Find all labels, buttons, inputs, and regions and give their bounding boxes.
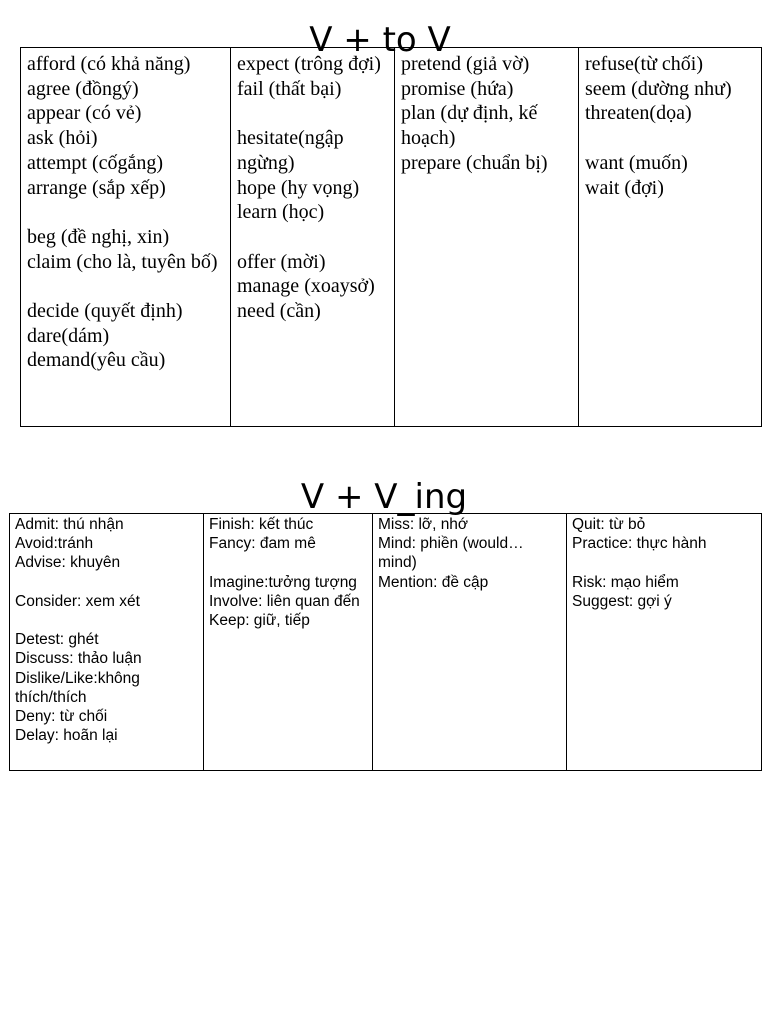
to-v-column-3 — [395, 48, 579, 427]
verb-entry: Risk: mạo hiểm — [572, 573, 679, 591]
verb-entry: prepare (chuẩn bị) — [401, 151, 548, 174]
verb-entry — [27, 274, 224, 299]
verb-entry: offer (mời) — [237, 250, 326, 273]
verb-entry: plan (dự định, kế hoạch) — [401, 102, 538, 150]
verb-entry: Admit: thú nhận — [15, 516, 124, 533]
verb-entry: Miss: lỡ, nhớ — [378, 516, 469, 533]
verb-entry: need (cần) — [237, 300, 321, 323]
verb-entry: hope (hy vọng) — [237, 176, 360, 199]
verb-entry: Avoid:tránh — [15, 535, 94, 553]
verb-entry: Advise: khuyên — [15, 554, 121, 572]
verb-entry: demand(yêu cầu) — [27, 349, 166, 372]
verb-entry — [15, 611, 198, 630]
verb-entry: ask (hỏi) — [27, 127, 98, 150]
verb-entry — [27, 200, 224, 225]
v-ing-column-3 — [373, 514, 567, 771]
verb-entry: afford (có khả năng) — [27, 53, 191, 75]
verb-entry: dare(dám) — [27, 324, 110, 347]
verb-entry: Keep: giữ, tiếp — [209, 612, 310, 630]
verb-entry: seem (dường như) — [585, 77, 732, 100]
verb-entry: attempt (cốgắng) — [27, 151, 164, 174]
verb-entry: wait (đợi) — [585, 176, 664, 199]
v-ing-verb-table — [9, 513, 762, 771]
v-ing-column-2 — [204, 514, 373, 771]
verb-entry: Practice: thực hành — [572, 535, 707, 553]
verb-entry — [237, 101, 388, 126]
to-v-column-2 — [231, 48, 395, 427]
verb-entry: Dislike/Like:không thích/thích — [15, 669, 140, 706]
verb-entry: Involve: liên quan đến — [209, 592, 360, 610]
verb-entry: learn (học) — [237, 201, 325, 224]
verb-entry: Discuss: thảo luận — [15, 650, 142, 668]
verb-entry: agree (đồngý) — [27, 77, 139, 100]
verb-entry — [572, 553, 756, 572]
verb-entry: want (muốn) — [585, 151, 688, 174]
verb-entry: appear (có vẻ) — [27, 102, 142, 125]
verb-entry — [585, 126, 755, 151]
verb-entry: decide (quyết định) — [27, 300, 183, 323]
verb-entry: claim (cho là, tuyên bố) — [27, 250, 218, 273]
verb-entry: manage (xoaysở) — [237, 275, 375, 298]
verb-entry: Consider: xem xét — [15, 592, 140, 610]
verb-entry: Fancy: đam mê — [209, 535, 316, 553]
to-v-column-4 — [579, 48, 762, 427]
verb-entry: Finish: kết thúc — [209, 516, 314, 533]
verb-entry: Mention: đề cập — [378, 573, 489, 591]
verb-entry: Imagine:tưởng tượng — [209, 573, 357, 591]
verb-entry: Detest: ghét — [15, 631, 99, 649]
verb-entry — [237, 225, 388, 250]
verb-entry: Suggest: gợi ý — [572, 592, 672, 610]
verb-entry: beg (đề nghị, xin) — [27, 225, 170, 248]
section-title-to-v: V + to V — [309, 20, 451, 60]
v-ing-column-4 — [567, 514, 762, 771]
verb-entry: threaten(dọa) — [585, 102, 692, 125]
verb-entry: Mind: phiền (would… mind) — [378, 535, 524, 572]
v-ing-column-1 — [10, 514, 204, 771]
verb-entry: expect (trông đợi) — [237, 53, 381, 75]
verb-entry — [209, 553, 367, 572]
verb-entry: arrange (sắp xếp) — [27, 176, 166, 199]
section-title-v-ing: V + V_ing — [300, 477, 468, 517]
to-v-verb-table — [20, 47, 762, 427]
verb-entry: hesitate(ngập ngừng) — [237, 127, 344, 174]
verb-entry: promise (hứa) — [401, 77, 514, 100]
verb-entry: Quit: từ bỏ — [572, 516, 646, 533]
verb-entry: Delay: hoãn lại — [15, 727, 118, 745]
verb-entry: pretend (giả vờ) — [401, 53, 530, 75]
to-v-column-1 — [21, 48, 231, 427]
verb-entry: Deny: từ chối — [15, 708, 108, 726]
verb-entry: refuse(từ chối) — [585, 53, 704, 75]
verb-entry: fail (thất bại) — [237, 77, 342, 100]
verb-entry — [15, 573, 198, 592]
